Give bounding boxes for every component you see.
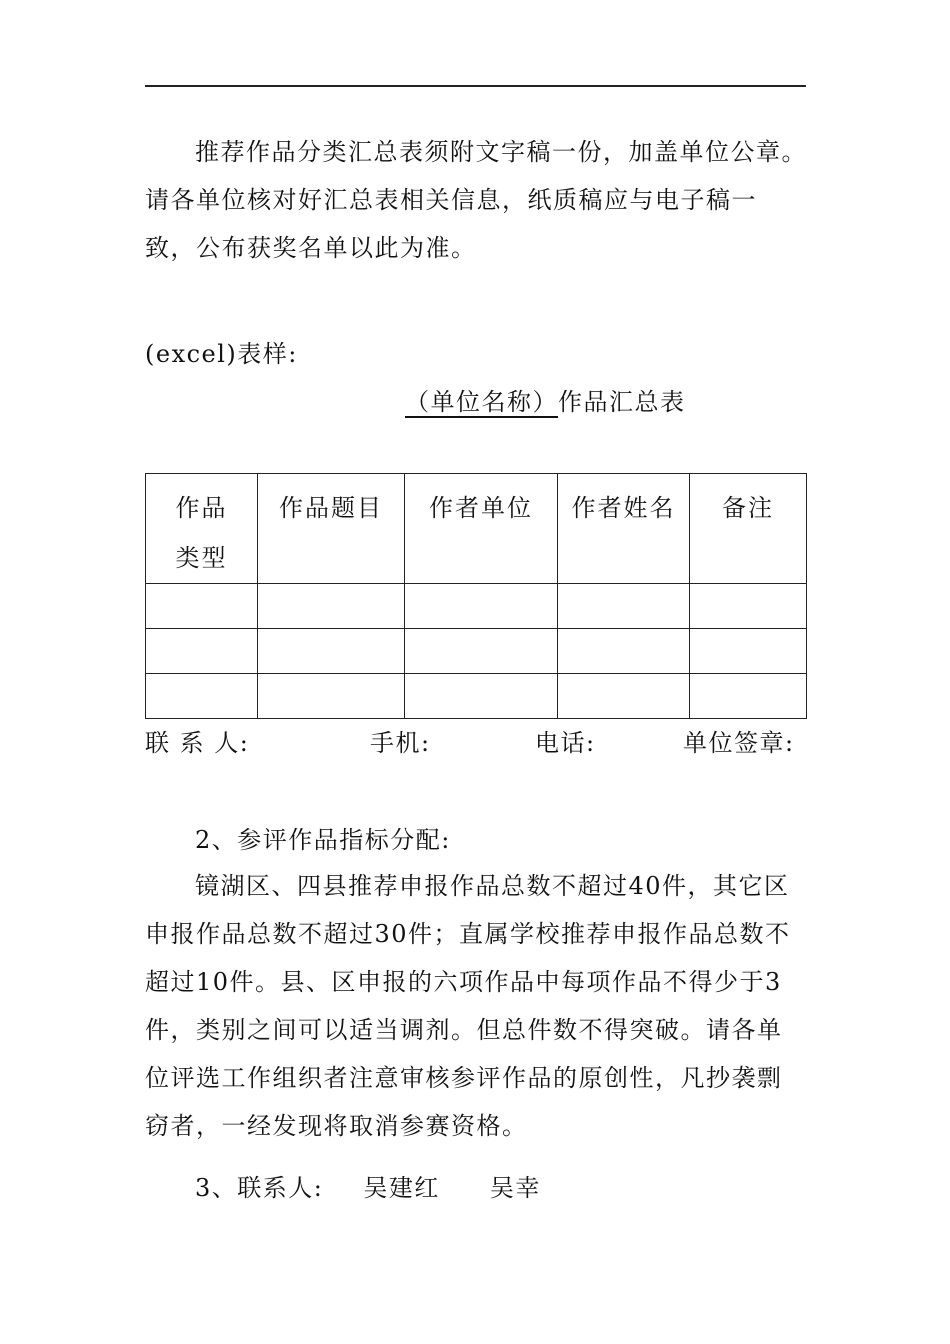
header-cell: 作品类型 xyxy=(146,474,258,584)
section3-heading: 3、联系人: xyxy=(195,1174,324,1202)
table-cell xyxy=(146,584,258,629)
table-cell xyxy=(146,629,258,674)
contact-name: 吴幸 xyxy=(489,1174,541,1202)
table-cell xyxy=(258,674,405,719)
table-cell xyxy=(258,629,405,674)
table-cell xyxy=(558,674,690,719)
phone-label: 电话: xyxy=(535,729,596,757)
table-title-rest: 作品汇总表 xyxy=(558,388,686,416)
header-cell: 作者单位 xyxy=(405,474,558,584)
contact-name: 吴建红 xyxy=(363,1174,440,1202)
table-cell xyxy=(405,584,558,629)
summary-table xyxy=(145,473,807,719)
intro-paragraph: 推荐作品分类汇总表须附文字稿一份，加盖单位公章。请各单位核对好汇总表相关信息，纸质稿应与电子稿一致，公布获奖名单以此为准。 xyxy=(145,138,807,262)
table-title-unit-placeholder: （单位名称） xyxy=(405,388,558,416)
table-cell xyxy=(405,629,558,674)
header-rule xyxy=(145,85,806,87)
table-cell xyxy=(690,674,807,719)
table-title xyxy=(405,382,686,417)
table-cell xyxy=(258,584,405,629)
table-row xyxy=(146,629,807,674)
table-cell xyxy=(558,584,690,629)
table-cell xyxy=(690,629,807,674)
mobile-label: 手机: xyxy=(370,729,431,757)
header-cell: 备注 xyxy=(690,474,807,584)
section3-contacts xyxy=(195,1168,541,1203)
section2-paragraph: 镜湖区、四县推荐申报作品总数不超过40件，其它区申报作品总数不超过30件；直属学校推荐申报作品总数不超过10件。县、区申报的六项作品中每项作品不得少于3件，类别之间可以适当调剂。但总件数不得突破。请各单位评选工作组织者注意审核参评作品的原创性，凡抄袭剽窃者，一经发现将取消参赛资格。 xyxy=(145,872,791,1140)
unit-seal-label: 单位签章: xyxy=(683,729,795,757)
header-cell: 作者姓名 xyxy=(558,474,690,584)
table-cell xyxy=(558,629,690,674)
contact-person-label: 联 系 人: xyxy=(145,729,250,757)
section2-heading: 2、参评作品指标分配: xyxy=(195,826,451,854)
header-cell: 作品题目 xyxy=(258,474,405,584)
sample-label: (excel)表样: xyxy=(145,340,298,368)
table-row xyxy=(146,674,807,719)
table-header-row xyxy=(146,474,807,584)
table-cell xyxy=(690,584,807,629)
table-cell xyxy=(146,674,258,719)
table-row xyxy=(146,584,807,629)
table-cell xyxy=(405,674,558,719)
